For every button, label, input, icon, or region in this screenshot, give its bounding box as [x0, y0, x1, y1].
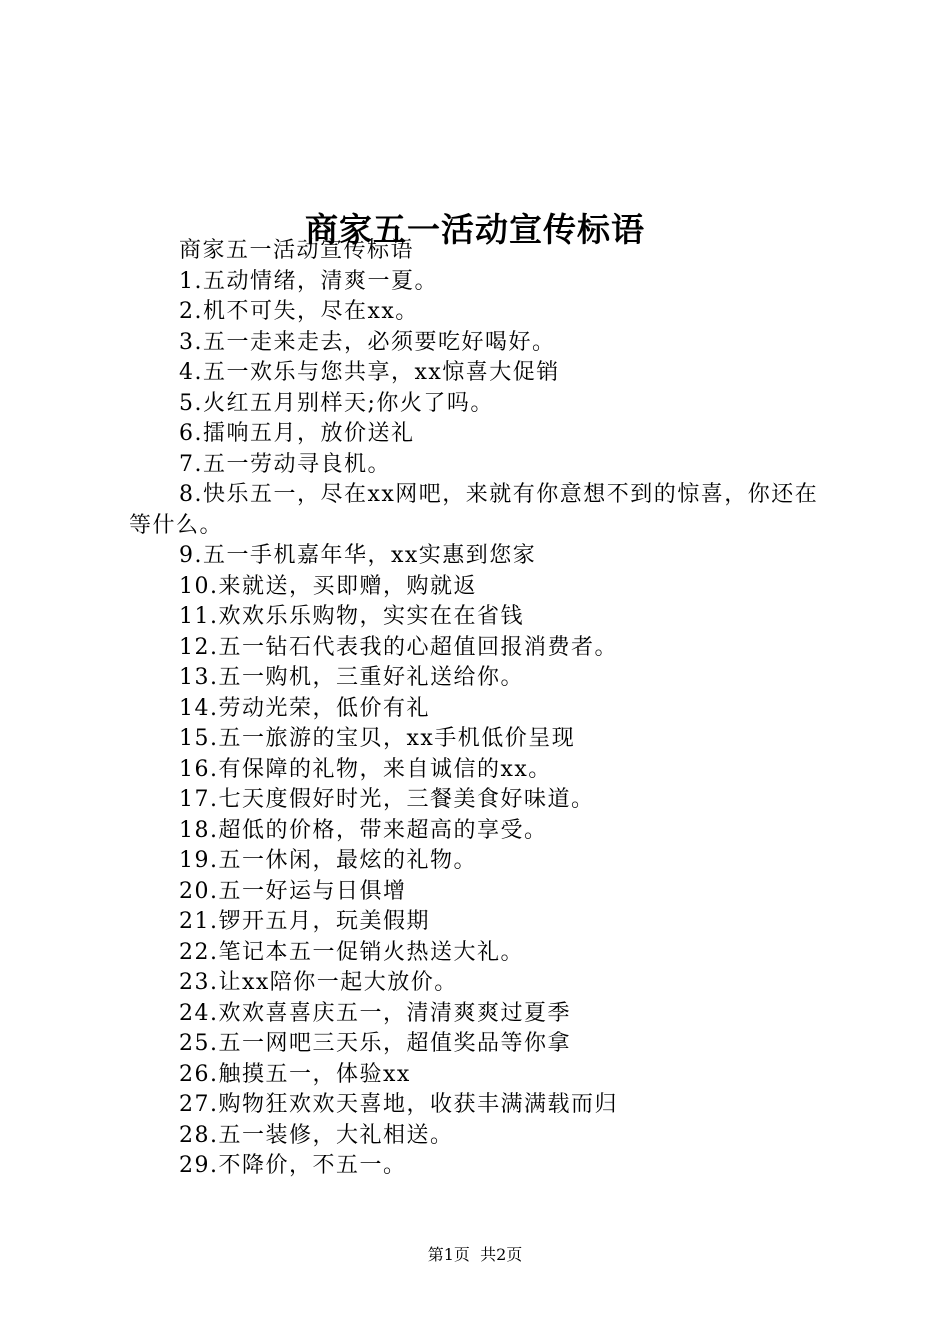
document-body: [129, 236, 834, 1182]
slogan-item: 2.机不可失，尽在xx。: [179, 299, 419, 324]
slogan-item: 19.五一休闲，最炫的礼物。: [179, 848, 477, 873]
slogan-item: 6.擂响五月，放价送礼: [179, 421, 415, 446]
page-footer: [0, 1244, 950, 1266]
slogan-item: 15.五一旅游的宝贝，xx手机低价呈现: [179, 726, 576, 751]
slogan-item: 23.让xx陪你一起大放价。: [179, 970, 458, 995]
slogan-item: 24.欢欢喜喜庆五一，清清爽爽过夏季: [179, 1000, 571, 1026]
slogan-item: 7.五一劳动寻良机。: [179, 451, 391, 477]
slogan-item: 17.七天度假好时光，三餐美食好味道。: [179, 787, 595, 812]
document-title: 商家五一活动宣传标语: [305, 210, 645, 250]
slogan-item: 10.来就送，买即赠，购就返: [179, 573, 477, 599]
slogan-item: 1.五动情绪，清爽一夏。: [179, 268, 438, 294]
slogan-item: 14.劳动光荣，低价有礼: [179, 695, 430, 721]
slogan-item: 18.超低的价格，带来超高的享受。: [179, 817, 548, 843]
slogan-item: 16.有保障的礼物，来自诚信的xx。: [179, 756, 552, 782]
slogan-item: 3.五一走来走去，必须要吃好喝好。: [179, 329, 556, 355]
slogan-item: 9.五一手机嘉年华，xx实惠到您家: [179, 543, 537, 568]
page-number-label: 第1页 共2页: [427, 1245, 523, 1264]
slogan-item: 25.五一网吧三天乐，超值奖品等你拿: [179, 1031, 571, 1056]
intro-paragraph: 商家五一活动宣传标语: [179, 238, 415, 263]
slogan-item: 29.不降价，不五一。: [179, 1153, 407, 1178]
slogan-item: 13.五一购机，三重好礼送给你。: [179, 665, 524, 690]
slogan-item: 12.五一钻石代表我的心超值回报消费者。: [179, 634, 618, 660]
slogan-item: 11.欢欢乐乐购物，实实在在省钱: [179, 604, 524, 629]
slogan-item: 21.锣开五月，玩美假期: [179, 909, 430, 934]
slogan-item: 26.触摸五一，体验xx: [179, 1061, 411, 1087]
slogan-item: 4.五一欢乐与您共享，xx惊喜大促销: [179, 360, 560, 385]
slogan-item: 20.五一好运与日俱增: [179, 878, 407, 904]
slogan-item: 5.火红五月别样天;你火了吗。: [179, 390, 494, 416]
slogan-item: 27.购物狂欢欢天喜地，收获丰满满载而归: [179, 1092, 618, 1117]
slogan-item: 8.快乐五一，尽在xx网吧，来就有你意想不到的惊喜，你还在等什么。: [129, 482, 819, 538]
slogan-item: 22.笔记本五一促销火热送大礼。: [179, 939, 524, 965]
slogan-item: 28.五一装修，大礼相送。: [179, 1122, 454, 1148]
